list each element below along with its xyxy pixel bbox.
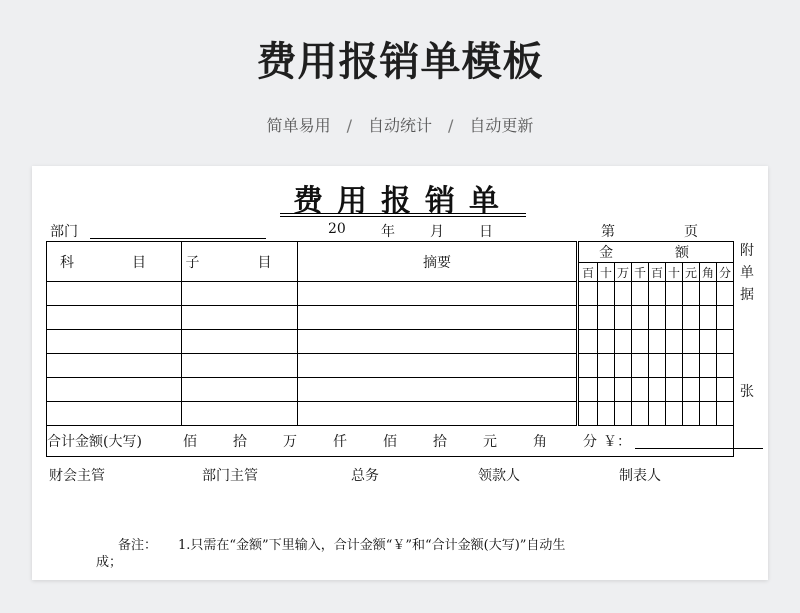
sign-preparer: 制表人: [619, 468, 661, 484]
cell-amount-digit[interactable]: [717, 282, 734, 306]
cell-summary[interactable]: [298, 282, 578, 306]
title-underline: [280, 216, 526, 217]
total-unit: 分: [583, 434, 597, 450]
cell-amount-digit[interactable]: [578, 378, 598, 402]
cell-amount-digit[interactable]: [717, 306, 734, 330]
cell-amount-digit[interactable]: [649, 378, 666, 402]
cell-amount-digit[interactable]: [700, 330, 717, 354]
table-row: [47, 378, 734, 402]
cell-amount-digit[interactable]: [717, 354, 734, 378]
cell-amount-digit[interactable]: [683, 330, 700, 354]
reimbursement-form: [32, 166, 768, 580]
expense-table: [46, 241, 734, 457]
cell-amount-digit[interactable]: [683, 282, 700, 306]
cell-amount-digit[interactable]: [700, 282, 717, 306]
cell-summary[interactable]: [298, 306, 578, 330]
tagline-separator: /: [448, 116, 454, 135]
cell-subject[interactable]: [47, 330, 182, 354]
side-text-zhang: 张: [740, 384, 754, 400]
sign-finance-supervisor: 财会主管: [49, 468, 105, 484]
title-underline: [280, 213, 526, 214]
cell-amount-digit[interactable]: [615, 378, 632, 402]
page-suffix: 页: [684, 224, 698, 240]
cell-amount-digit[interactable]: [578, 330, 598, 354]
cell-amount-digit[interactable]: [632, 282, 649, 306]
cell-amount-digit[interactable]: [683, 354, 700, 378]
note-line1: 1.只需在“金额”下里输入，合计金额“￥”和“合计金额(大写)”自动生: [178, 538, 566, 553]
total-unit: 佰: [183, 434, 197, 450]
unit-hundred: 百: [649, 263, 666, 282]
table-row: [47, 402, 734, 426]
date-day-label: 日: [479, 224, 493, 240]
cell-amount-digit[interactable]: [649, 330, 666, 354]
cell-sub-subject[interactable]: [182, 378, 298, 402]
sign-general-affairs: 总务: [351, 468, 379, 484]
cell-sub-subject[interactable]: [182, 354, 298, 378]
col-subject: 科 目: [47, 242, 182, 282]
total-unit: 角: [533, 434, 547, 450]
cell-amount-digit[interactable]: [717, 378, 734, 402]
cell-amount-digit[interactable]: [578, 282, 598, 306]
feature-tagline: [0, 113, 800, 136]
cell-amount-digit[interactable]: [615, 282, 632, 306]
table-row: [47, 306, 734, 330]
cell-amount-digit[interactable]: [649, 306, 666, 330]
cell-summary[interactable]: [298, 402, 578, 426]
unit-thousand: 千: [632, 263, 649, 282]
cell-amount-digit[interactable]: [578, 402, 598, 426]
cell-amount-digit[interactable]: [598, 378, 615, 402]
cell-summary[interactable]: [298, 330, 578, 354]
cell-amount-digit[interactable]: [717, 330, 734, 354]
cell-subject[interactable]: [47, 378, 182, 402]
side-text-ju: 据: [740, 287, 754, 303]
cell-amount-digit[interactable]: [649, 282, 666, 306]
cell-amount-digit[interactable]: [666, 354, 683, 378]
dept-label: 部门: [50, 224, 78, 240]
side-text-fu: 附: [740, 243, 754, 259]
cell-amount-digit[interactable]: [632, 402, 649, 426]
cell-amount-digit[interactable]: [598, 330, 615, 354]
cell-summary[interactable]: [298, 378, 578, 402]
cell-subject[interactable]: [47, 306, 182, 330]
col-sub-subject: 子 目: [182, 242, 298, 282]
side-text-dan: 单: [740, 265, 754, 281]
cell-amount-digit[interactable]: [700, 402, 717, 426]
cell-amount-digit[interactable]: [598, 402, 615, 426]
page-prefix: 第: [601, 224, 615, 240]
cell-amount-digit[interactable]: [700, 354, 717, 378]
col-amount: 金 额: [578, 242, 734, 263]
col-summary: 摘要: [298, 242, 578, 282]
cell-amount-digit[interactable]: [615, 354, 632, 378]
total-unit: 拾: [233, 434, 247, 450]
cell-amount-digit[interactable]: [632, 330, 649, 354]
yen-total-field[interactable]: [635, 434, 763, 449]
cell-sub-subject[interactable]: [182, 330, 298, 354]
table-row: [47, 282, 734, 306]
cell-sub-subject[interactable]: [182, 402, 298, 426]
cell-amount-digit[interactable]: [578, 354, 598, 378]
cell-amount-digit[interactable]: [666, 282, 683, 306]
yen-label: ￥：: [603, 434, 631, 450]
date-year-prefix: 20: [328, 221, 346, 237]
cell-amount-digit[interactable]: [598, 306, 615, 330]
total-unit: 佰: [383, 434, 397, 450]
cell-amount-digit[interactable]: [700, 306, 717, 330]
feature-auto-stats: 自动统计: [367, 116, 432, 135]
cell-amount-digit[interactable]: [632, 378, 649, 402]
dept-input-line[interactable]: [90, 238, 266, 239]
cell-amount-digit[interactable]: [615, 330, 632, 354]
date-month-label: 月: [430, 224, 444, 240]
feature-auto-update: 自动更新: [469, 116, 534, 135]
total-row: [47, 426, 734, 457]
date-year-label: 年: [381, 224, 395, 240]
total-unit: 元: [483, 434, 497, 450]
cell-amount-digit[interactable]: [683, 402, 700, 426]
cell-amount-digit[interactable]: [578, 306, 598, 330]
cell-amount-digit[interactable]: [615, 402, 632, 426]
cell-summary[interactable]: [298, 354, 578, 378]
cell-amount-digit[interactable]: [615, 306, 632, 330]
unit-wan: 万: [615, 263, 632, 282]
unit-hundred: 百: [578, 263, 598, 282]
total-unit: 拾: [433, 434, 447, 450]
form-title: 费用报销单: [293, 184, 513, 219]
sign-payee: 领款人: [478, 468, 520, 484]
cell-amount-digit[interactable]: [666, 330, 683, 354]
cell-amount-digit[interactable]: [649, 354, 666, 378]
total-label: 合计金额(大写): [47, 434, 142, 450]
note-label: 备注：: [118, 538, 158, 553]
cell-amount-digit[interactable]: [683, 306, 700, 330]
unit-ten: 十: [598, 263, 615, 282]
cell-amount-digit[interactable]: [683, 378, 700, 402]
cell-amount-digit[interactable]: [632, 306, 649, 330]
cell-subject[interactable]: [47, 354, 182, 378]
cell-amount-digit[interactable]: [632, 354, 649, 378]
table-row: [47, 330, 734, 354]
cell-amount-digit[interactable]: [700, 378, 717, 402]
cell-subject[interactable]: [47, 402, 182, 426]
cell-amount-digit[interactable]: [598, 282, 615, 306]
note-line2: 成；: [96, 555, 123, 570]
total-unit: 万: [283, 434, 297, 450]
unit-ten: 十: [666, 263, 683, 282]
cell-amount-digit[interactable]: [666, 402, 683, 426]
unit-fen: 分: [717, 263, 734, 282]
unit-jiao: 角: [700, 263, 717, 282]
total-unit: 仟: [333, 434, 347, 450]
cell-amount-digit[interactable]: [649, 402, 666, 426]
table-row: [47, 354, 734, 378]
total-amount-cell: [47, 426, 734, 457]
sign-dept-supervisor: 部门主管: [202, 468, 258, 484]
cell-amount-digit[interactable]: [598, 354, 615, 378]
cell-amount-digit[interactable]: [717, 402, 734, 426]
cell-amount-digit[interactable]: [666, 378, 683, 402]
cell-sub-subject[interactable]: [182, 282, 298, 306]
tagline-separator: /: [346, 116, 352, 135]
feature-easy: 简单易用: [266, 116, 331, 135]
cell-sub-subject[interactable]: [182, 306, 298, 330]
unit-yuan: 元: [683, 263, 700, 282]
cell-subject[interactable]: [47, 282, 182, 306]
page-headline: 费用报销单模板: [256, 39, 544, 85]
cell-amount-digit[interactable]: [666, 306, 683, 330]
